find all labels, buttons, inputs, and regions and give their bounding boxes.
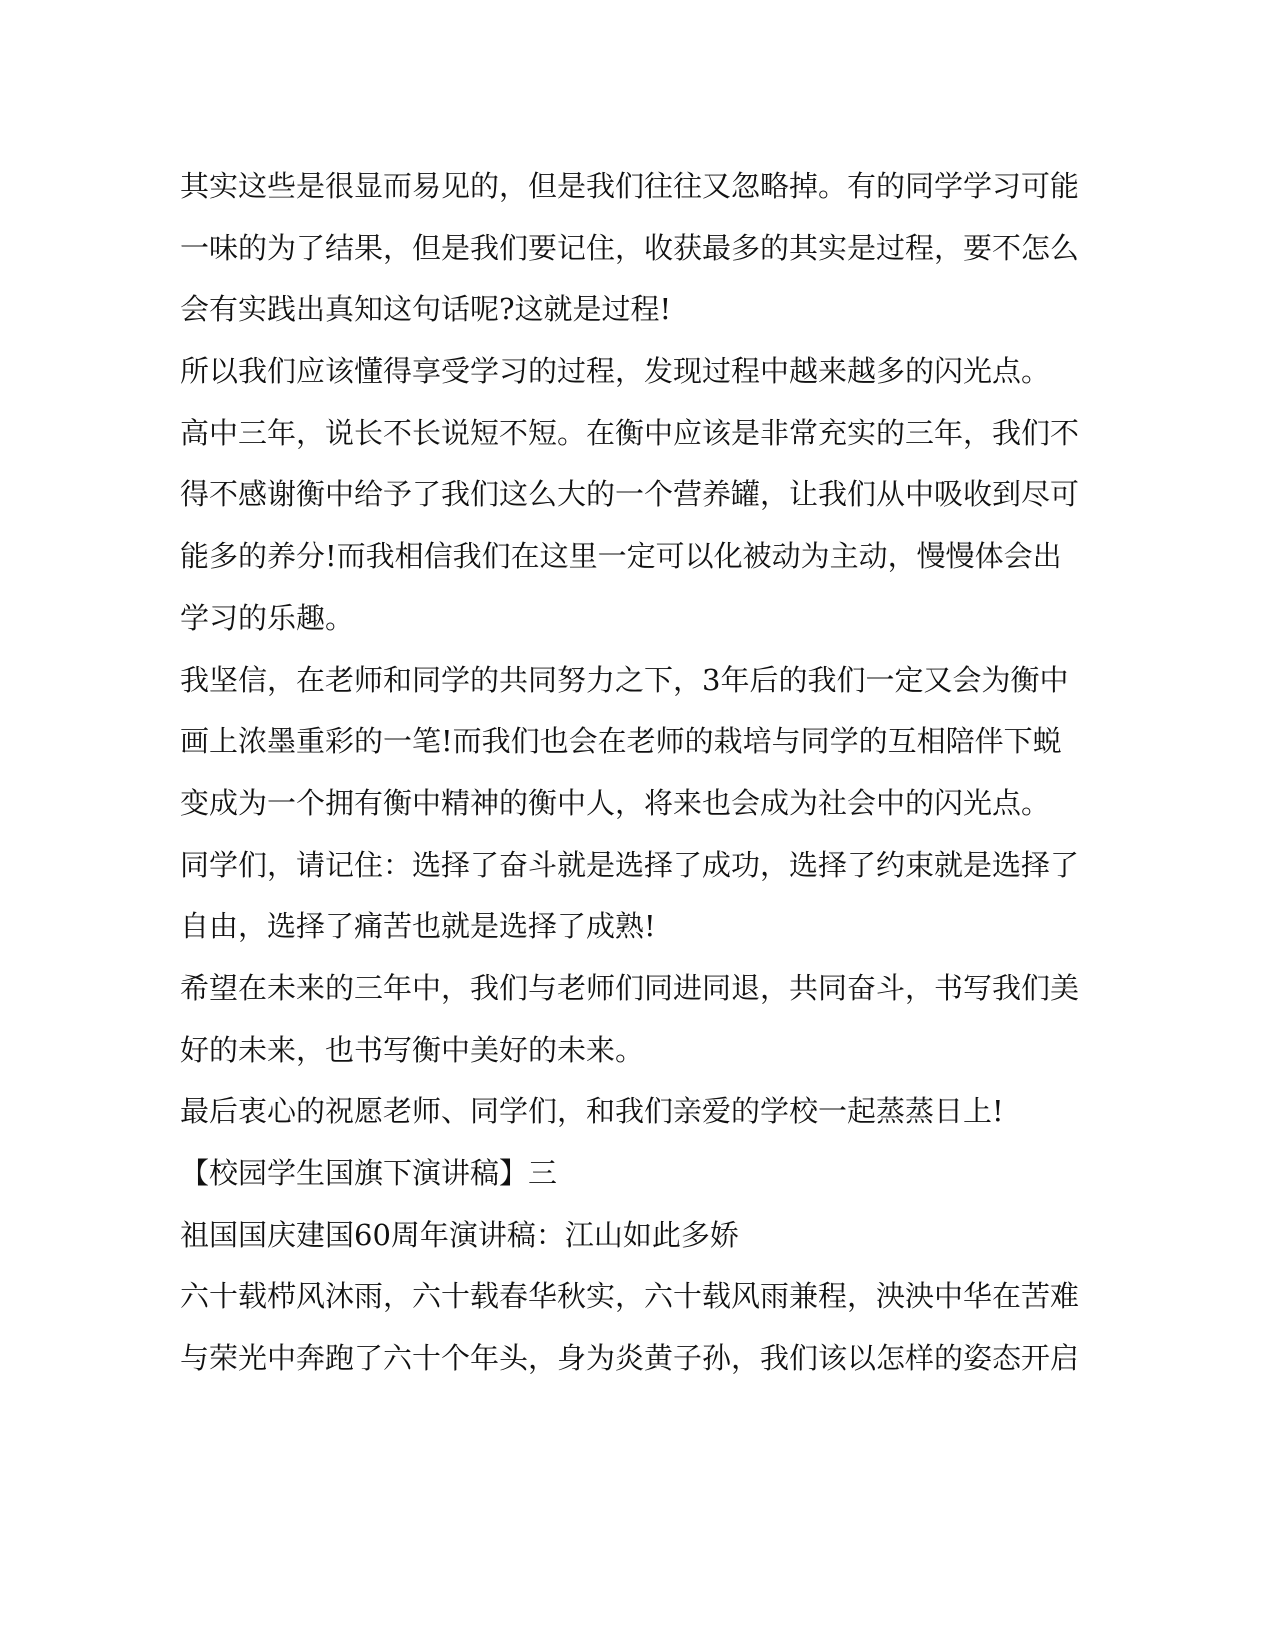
text-line: 最后衷心的祝愿老师、同学们，和我们亲爱的学校一起蒸蒸日上!: [180, 1094, 1004, 1129]
document-body: [180, 156, 1080, 1390]
text-line: 高中三年，说长不长说短不短。在衡中应该是非常充实的三年，我们不: [180, 415, 1080, 450]
speech-title: 祖国国庆建国60周年演讲稿：江山如此多娇: [180, 1217, 739, 1252]
text-line: 会有实践出真知这句话呢?这就是过程!: [180, 292, 672, 327]
text-line: 六十载栉风沐雨，六十载春华秋实，六十载风雨兼程，泱泱中华在苦难: [180, 1279, 1080, 1314]
text-line: 自由，选择了痛苦也就是选择了成熟!: [180, 909, 656, 944]
text-line: 所以我们应该懂得享受学习的过程，发现过程中越来越多的闪光点。: [180, 354, 1051, 389]
section-heading: 【校园学生国旗下演讲稿】三: [180, 1156, 558, 1190]
text-line: 同学们，请记住：选择了奋斗就是选择了成功，选择了约束就是选择了: [180, 847, 1080, 882]
text-line: 希望在未来的三年中，我们与老师们同进同退，共同奋斗，书写我们美: [180, 970, 1080, 1005]
text-line: 学习的乐趣。: [180, 600, 355, 635]
text-line: 得不感谢衡中给予了我们这么大的一个营养罐，让我们从中吸收到尽可: [180, 477, 1080, 512]
text-line: 能多的养分!而我相信我们在这里一定可以化被动为主动，慢慢体会出: [180, 539, 1062, 574]
text-line: 好的未来，也书写衡中美好的未来。: [180, 1032, 645, 1067]
text-line: 其实这些是很显而易见的，但是我们往往又忽略掉。有的同学学习可能: [180, 169, 1080, 203]
text-line: 与荣光中奔跑了六十个年头，身为炎黄子孙，我们该以怎样的姿态开启: [180, 1341, 1080, 1376]
text-line: 我坚信，在老师和同学的共同努力之下，3年后的我们一定又会为衡中: [180, 662, 1069, 697]
text-line: 变成为一个拥有衡中精神的衡中人，将来也会成为社会中的闪光点。: [180, 785, 1051, 820]
text-line: 画上浓墨重彩的一笔!而我们也会在老师的栽培与同学的互相陪伴下蜕: [180, 724, 1062, 759]
text-line: 一味的为了结果，但是我们要记住，收获最多的其实是过程，要不怎么: [180, 230, 1080, 265]
